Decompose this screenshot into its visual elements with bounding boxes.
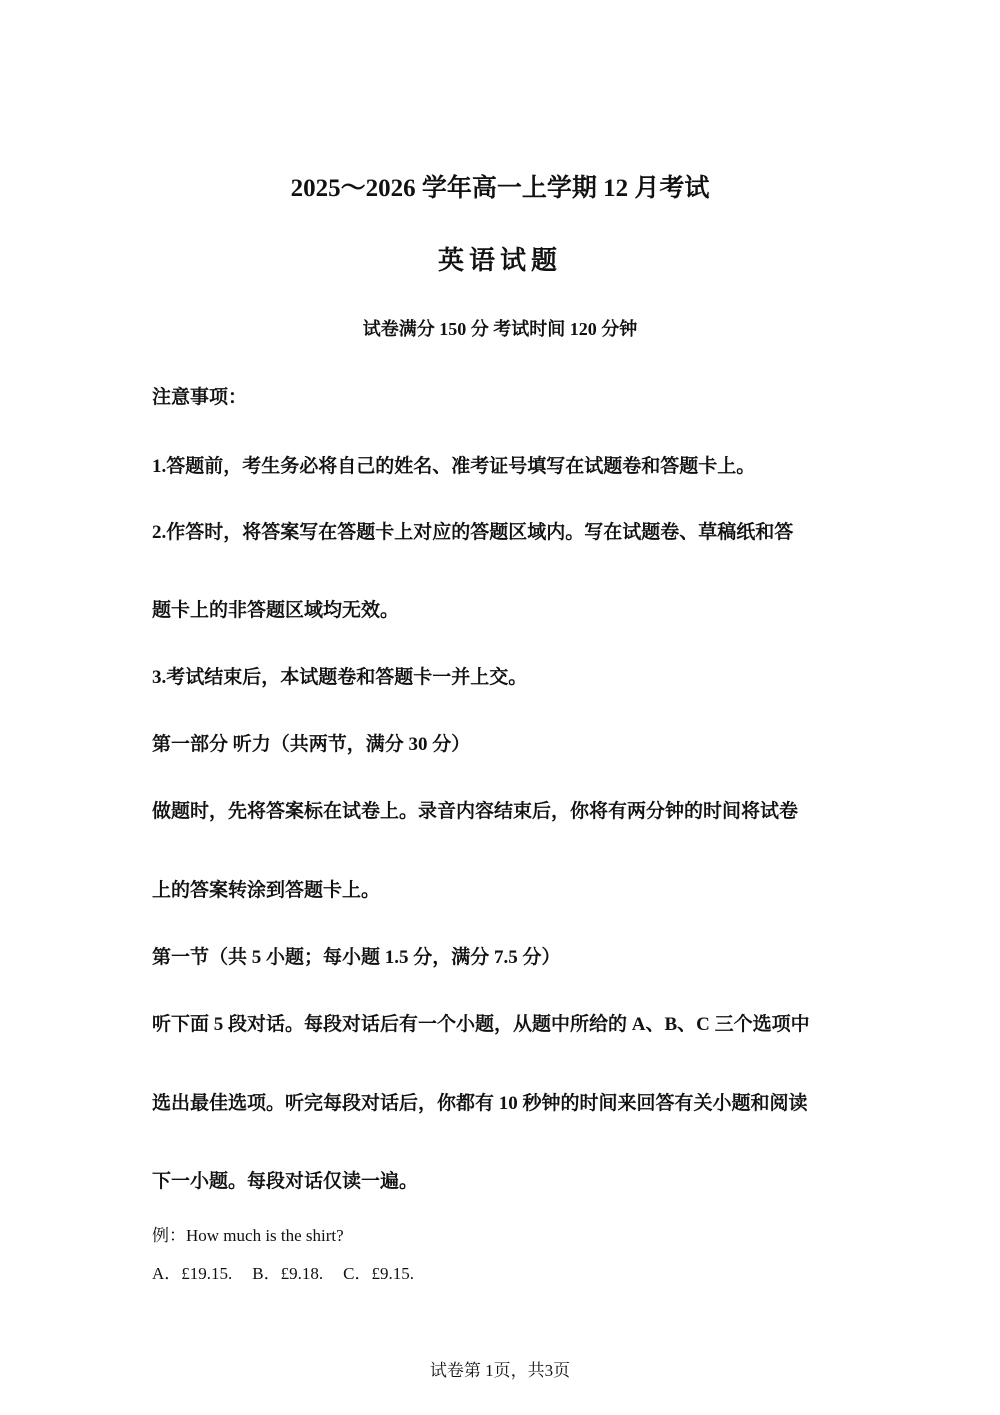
section1-instruction-line-1: 听下面 5 段对话。每段对话后有一个小题，从题中所给的 A、B、C 三个选项中: [152, 1014, 810, 1035]
notice-heading: 注意事项：: [152, 387, 248, 408]
example-option-a: A．£19.15.: [152, 1264, 233, 1283]
notice-item-2-line-1: 2.作答时，将答案写在答题卡上对应的答题区域内。写在试题卷、草稿纸和答: [152, 522, 794, 543]
exam-info: 试卷满分 150 分 考试时间 120 分钟: [362, 319, 638, 339]
example-options: [152, 1259, 434, 1284]
page-footer: 试卷第 1页，共3页: [429, 1361, 571, 1380]
part1-intro-line-1: 做题时，先将答案标在试卷上。录音内容结束后，你将有两分钟的时间将试卷: [152, 801, 799, 822]
part1-heading: 第一部分 听力（共两节，满分 30 分）: [152, 734, 471, 755]
section1-instruction-line-2: 选出最佳选项。听完每段对话后，你都有 10 秒钟的时间来回答有关小题和阅读: [152, 1093, 808, 1114]
section1-heading: 第一节（共 5 小题；每小题 1.5 分，满分 7.5 分）: [152, 947, 561, 968]
subject-title: 英语试题: [437, 246, 562, 275]
notice-item-3: 3.考试结束后，本试题卷和答题卡一并上交。: [152, 667, 528, 688]
part1-intro-line-2: 上的答案转涂到答题卡上。: [152, 880, 381, 901]
example-option-c: C．£9.15.: [343, 1264, 414, 1283]
notice-item-2-line-2: 题卡上的非答题区域均无效。: [152, 600, 400, 621]
section1-instruction-line-3: 下一小题。每段对话仅读一遍。: [152, 1171, 419, 1192]
example-question: 例：How much is the shirt?: [152, 1226, 344, 1245]
exam-title: 2025～2026 学年高一上学期 12 月考试: [290, 175, 710, 202]
example-option-b: B．£9.18.: [252, 1264, 324, 1283]
notice-item-1: 1.答题前，考生务必将自己的姓名、准考证号填写在试题卷和答题卡上。: [152, 456, 756, 477]
